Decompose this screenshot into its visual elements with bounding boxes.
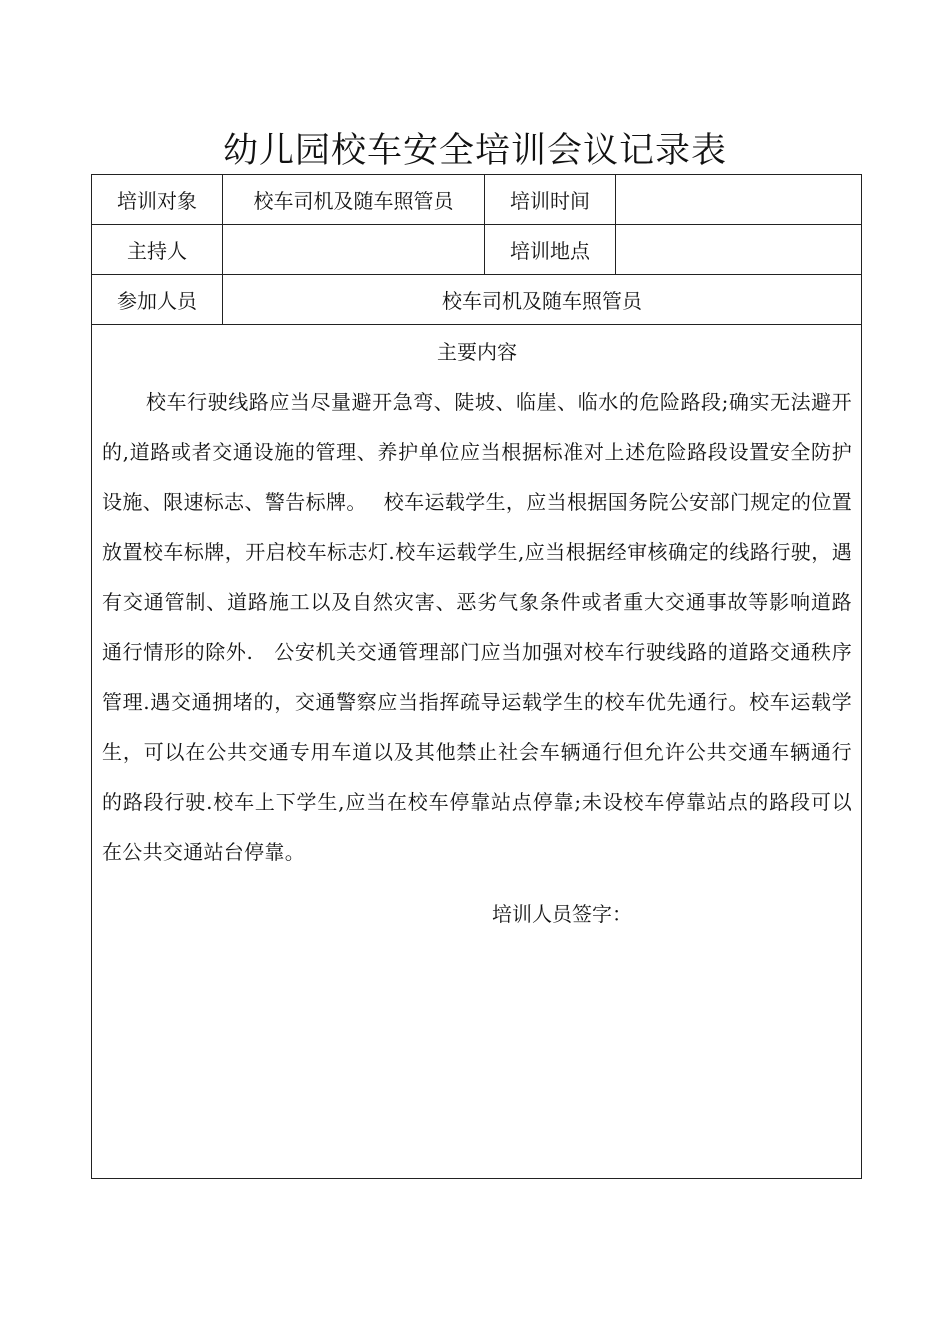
value-training-target[interactable]: 校车司机及随车照管员 <box>223 175 485 225</box>
form-row-content <box>92 325 862 1179</box>
form-row-target-time <box>92 175 862 225</box>
value-host[interactable] <box>223 225 485 275</box>
record-form-table <box>91 174 862 1179</box>
main-content-heading: 主要内容 <box>437 340 517 364</box>
value-training-place[interactable] <box>616 225 862 275</box>
label-participants: 参加人员 <box>92 275 223 325</box>
main-content-body: 校车行驶线路应当尽量避开急弯、陡坡、临崖、临水的危险路段;确实无法避开的,道路或者交通设施的管理、养护单位应当根据标准对上述危险路段设置安全防护设施、限速标志、警告标牌。 校车运载学生，应当根据国务院公安部门规定的位置放置校车标牌，开启校车标志灯.校车运载学生,应当根据经审核确定的线路行驶，遇有交通管制、道路施工以及自然灾害、恶劣气象条件或者重大交通事故等影响道路通行情形的除外. 公安机关交通管理部门应当加强对校车行驶线路的道路交通秩序管理.遇交通拥堵的，交通警察应当指挥疏导运载学生的校车优先通行。校车运载学生，可以在公共交通专用车道以及其他禁止社会车辆通行但允许公共交通车辆通行的路段行驶.校车上下学生,应当在校车停靠站点停靠;未设校车停靠站点的路段可以在公共交通站台停靠。 <box>102 390 852 864</box>
label-training-place: 培训地点 <box>485 225 616 275</box>
document-title: 幼儿园校车安全培训会议记录表 <box>222 131 727 171</box>
form-row-participants <box>92 275 862 325</box>
label-host: 主持人 <box>92 225 223 275</box>
label-training-target: 培训对象 <box>92 175 223 225</box>
value-participants[interactable]: 校车司机及随车照管员 <box>223 275 862 325</box>
signature-label: 培训人员签字： <box>492 902 632 926</box>
form-row-host-place <box>92 225 862 275</box>
main-content-cell[interactable] <box>92 325 862 1179</box>
value-training-time[interactable] <box>616 175 862 225</box>
label-training-time: 培训时间 <box>485 175 616 225</box>
